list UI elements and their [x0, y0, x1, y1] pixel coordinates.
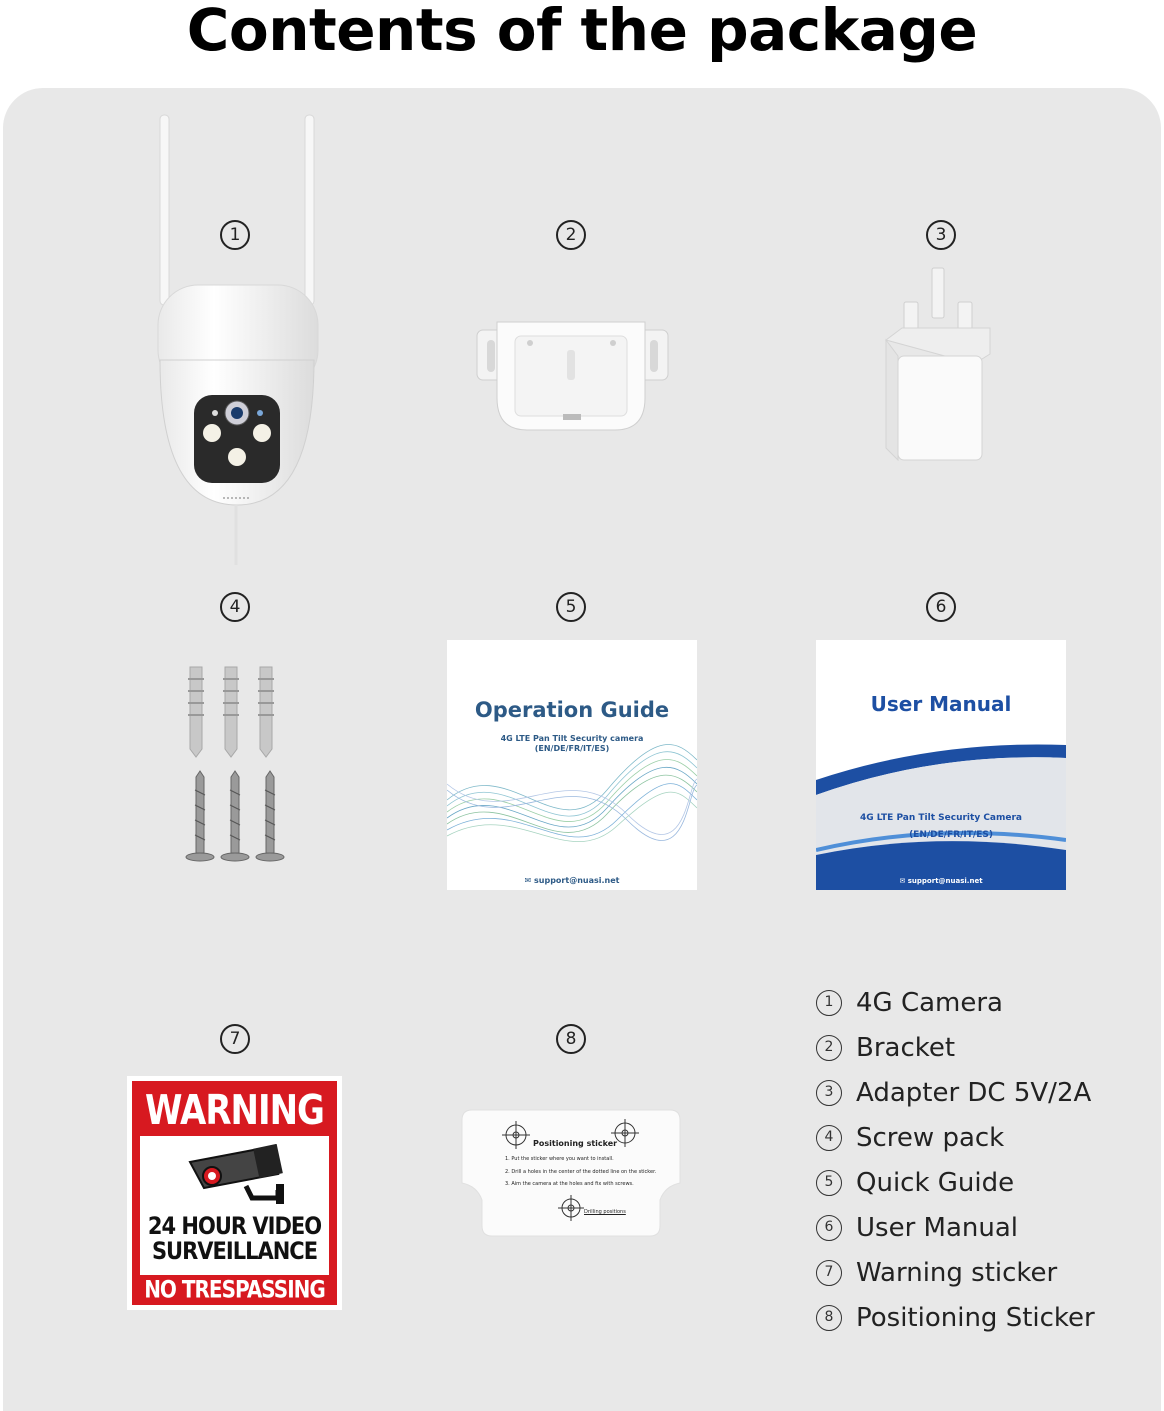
- legend-item: [816, 1160, 1095, 1205]
- bracket-image: [475, 318, 675, 436]
- mail-icon: ✉: [899, 877, 908, 885]
- warning-sticker: [127, 1076, 342, 1310]
- manual-swoosh-graphic: [816, 640, 1066, 890]
- page-title: Contents of the package: [186, 0, 978, 64]
- warning-sticker-red: [132, 1081, 337, 1305]
- cctv-camera-icon: [186, 1144, 298, 1206]
- warning-footer: NO TRESPASSING: [144, 1274, 325, 1304]
- legend-label: Quick Guide: [856, 1167, 1015, 1198]
- legend-label: User Manual: [856, 1212, 1019, 1243]
- legend-number: 5: [816, 1170, 842, 1196]
- legend-label: Screw pack: [856, 1122, 1005, 1153]
- user-manual-email: support@nuasi.net: [907, 877, 983, 885]
- legend-number: 6: [816, 1215, 842, 1241]
- item-number-5: 5: [556, 592, 586, 622]
- positioning-sticker-title: Positioning sticker: [533, 1139, 618, 1148]
- operation-guide-email: support@nuasi.net: [534, 876, 620, 885]
- legend-number: 8: [816, 1305, 842, 1331]
- warning-heading: WARNING: [145, 1087, 324, 1135]
- item-number-6: 6: [926, 592, 956, 622]
- positioning-sticker: [460, 1108, 682, 1238]
- item-number-3: 3: [926, 220, 956, 250]
- legend-item: [816, 1025, 1095, 1070]
- operation-guide-card: [447, 640, 697, 890]
- legend-label: Bracket: [856, 1032, 956, 1063]
- legend-number: 1: [816, 990, 842, 1016]
- legend-item: [816, 1250, 1095, 1295]
- user-manual-subtitle-1: 4G LTE Pan Tilt Security Camera: [860, 813, 1022, 823]
- item-number-1: 1: [220, 220, 250, 250]
- legend-number: 4: [816, 1125, 842, 1151]
- legend-item: [816, 1070, 1095, 1115]
- legend-item: [816, 980, 1095, 1025]
- user-manual-support: [816, 877, 1066, 885]
- positioning-step-2: 2. Drill a holes in the center of the dotted line on the sticker.: [505, 1169, 657, 1175]
- positioning-step-3: 3. Aim the camera at the holes and fix with screws.: [505, 1181, 634, 1187]
- legend-item: [816, 1115, 1095, 1160]
- item-number-8: 8: [556, 1024, 586, 1054]
- positioning-step-1: 1. Put the sticker where you want to install.: [505, 1156, 614, 1162]
- user-manual-card: [816, 640, 1066, 890]
- warning-line-2: SURVEILLANCE: [151, 1237, 318, 1265]
- legend-label: Positioning Sticker: [856, 1302, 1095, 1333]
- legend-number: 3: [816, 1080, 842, 1106]
- user-manual-subtitle-2: (EN/DE/FR/IT/ES): [909, 830, 993, 840]
- adapter-image: [882, 264, 997, 464]
- operation-guide-support: [447, 876, 697, 885]
- drilling-positions-label: Drilling positions: [584, 1209, 626, 1215]
- legend-label: Warning sticker: [856, 1257, 1058, 1288]
- screw-pack-image: [180, 665, 285, 870]
- user-manual-title: User Manual: [870, 692, 1012, 716]
- item-number-4: 4: [220, 592, 250, 622]
- warning-line-1: 24 HOUR VIDEO: [147, 1212, 322, 1240]
- camera-image: [150, 110, 320, 570]
- operation-guide-title: Operation Guide: [474, 698, 670, 722]
- warning-white-panel: [140, 1136, 329, 1275]
- legend-label: 4G Camera: [856, 987, 1003, 1018]
- legend-number: 7: [816, 1260, 842, 1286]
- operation-guide-subtitle-1: 4G LTE Pan Tilt Security camera: [500, 734, 644, 743]
- mail-icon: ✉: [524, 876, 535, 885]
- legend-label: Adapter DC 5V/2A: [856, 1077, 1092, 1108]
- contents-legend: [816, 980, 1095, 1340]
- operation-guide-subtitle-2: (EN/DE/FR/IT/ES): [534, 744, 610, 753]
- legend-item: [816, 1295, 1095, 1340]
- item-number-7: 7: [220, 1024, 250, 1054]
- item-number-2: 2: [556, 220, 586, 250]
- legend-number: 2: [816, 1035, 842, 1061]
- legend-item: [816, 1205, 1095, 1250]
